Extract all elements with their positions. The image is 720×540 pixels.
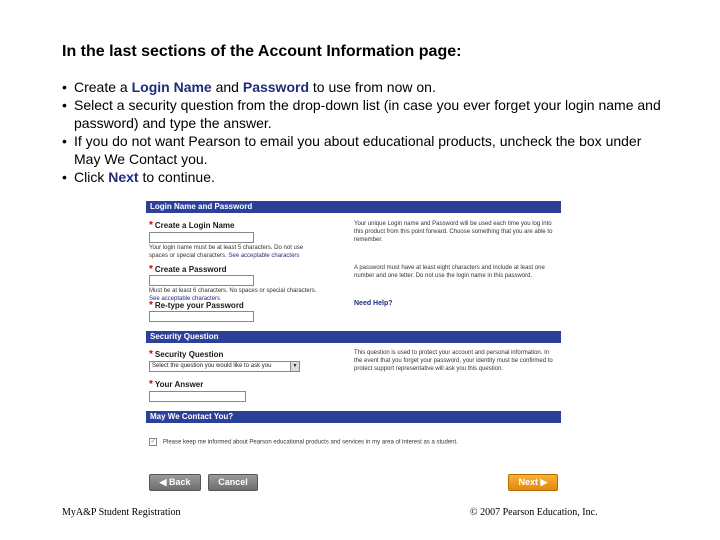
instruction-text: Select a security question from the drop-down list (in case you ever forget your login name and password) and type the answer. (74, 97, 661, 131)
bullet-icon: • (62, 79, 67, 95)
create-login-label: * Create a Login Name (149, 220, 235, 231)
bullet-icon: • (62, 169, 67, 185)
next-button[interactable]: Next ▶ (508, 474, 558, 491)
contact-section-header: May We Contact You? (146, 411, 561, 423)
security-help-text: This question is used to protect your account and personal information. In the event that you forget your password, your identity must be confirmed to protect support representative will ask you this question. (354, 350, 553, 372)
contact-consent-text: Please keep me informed about Pearson educational products and services in my area of interest as a student. (163, 439, 458, 446)
create-password-label: * Create a Password (149, 264, 227, 275)
security-section-header: Security Question (146, 331, 561, 343)
page-heading: In the last sections of the Account Information page: (62, 43, 462, 60)
retype-password-label: * Re-type your Password (149, 300, 244, 311)
contact-consent (149, 438, 458, 446)
security-question-label: * Security Question (149, 349, 224, 360)
instruction-highlight: Next (108, 169, 139, 185)
instruction-text: Click (74, 169, 109, 185)
instruction-highlight: Password (242, 79, 309, 95)
password-chars-link[interactable]: See acceptable characters (149, 296, 221, 302)
login-hint: Your login name must be at least 5 characters. Do not use spaces or special characters. See acceptable characters (149, 245, 304, 259)
dropdown-arrow-icon: ▼ (290, 362, 299, 371)
cancel-button[interactable]: Cancel (208, 474, 258, 491)
instruction-text: to continue. (138, 169, 215, 185)
account-info-form (146, 199, 561, 461)
contact-checkbox[interactable]: ✓ (150, 439, 156, 445)
instruction-item (62, 78, 662, 96)
bullet-icon: • (62, 97, 67, 113)
login-section-header: Login Name and Password (146, 201, 561, 213)
instruction-text: to use from now on. (309, 79, 436, 95)
login-chars-link[interactable]: See acceptable characters (228, 253, 300, 259)
answer-label: * Your Answer (149, 379, 204, 390)
need-help-link[interactable]: Need Help? (354, 300, 393, 307)
password-help-text: A password must have at least eight characters and include at least one number and one letter. Do not use the login name in this password. (354, 265, 545, 279)
retype-password-input[interactable] (149, 311, 254, 322)
security-question-select[interactable]: Select the question you would like to ask you ▼ (149, 361, 300, 372)
instruction-text: If you do not want Pearson to email you about educational products, uncheck the box under May We Contact you. (74, 133, 642, 167)
footer-left: MyA&P Student Registration (62, 507, 181, 518)
password-hint: Must be at least 6 characters. No spaces or special characters. See acceptable characters (149, 288, 317, 302)
instruction-item (62, 132, 662, 168)
instruction-item (62, 168, 662, 186)
footer-copyright: © 2007 Pearson Education, Inc. (470, 507, 598, 518)
password-input[interactable] (149, 275, 254, 286)
bullet-icon: • (62, 133, 67, 149)
instruction-highlight: Login Name (131, 79, 212, 95)
instruction-text: and (211, 79, 243, 95)
answer-input[interactable] (149, 391, 246, 402)
login-help-text: Your unique Login name and Password will be used each time you log into this product from this point forward. Choose something that you are able to remember. (354, 221, 553, 243)
instruction-list (62, 78, 662, 186)
instruction-text: Create a (74, 79, 132, 95)
instruction-item (62, 96, 662, 132)
back-button[interactable]: ◀ Back (149, 474, 201, 491)
login-name-input[interactable] (149, 232, 254, 243)
